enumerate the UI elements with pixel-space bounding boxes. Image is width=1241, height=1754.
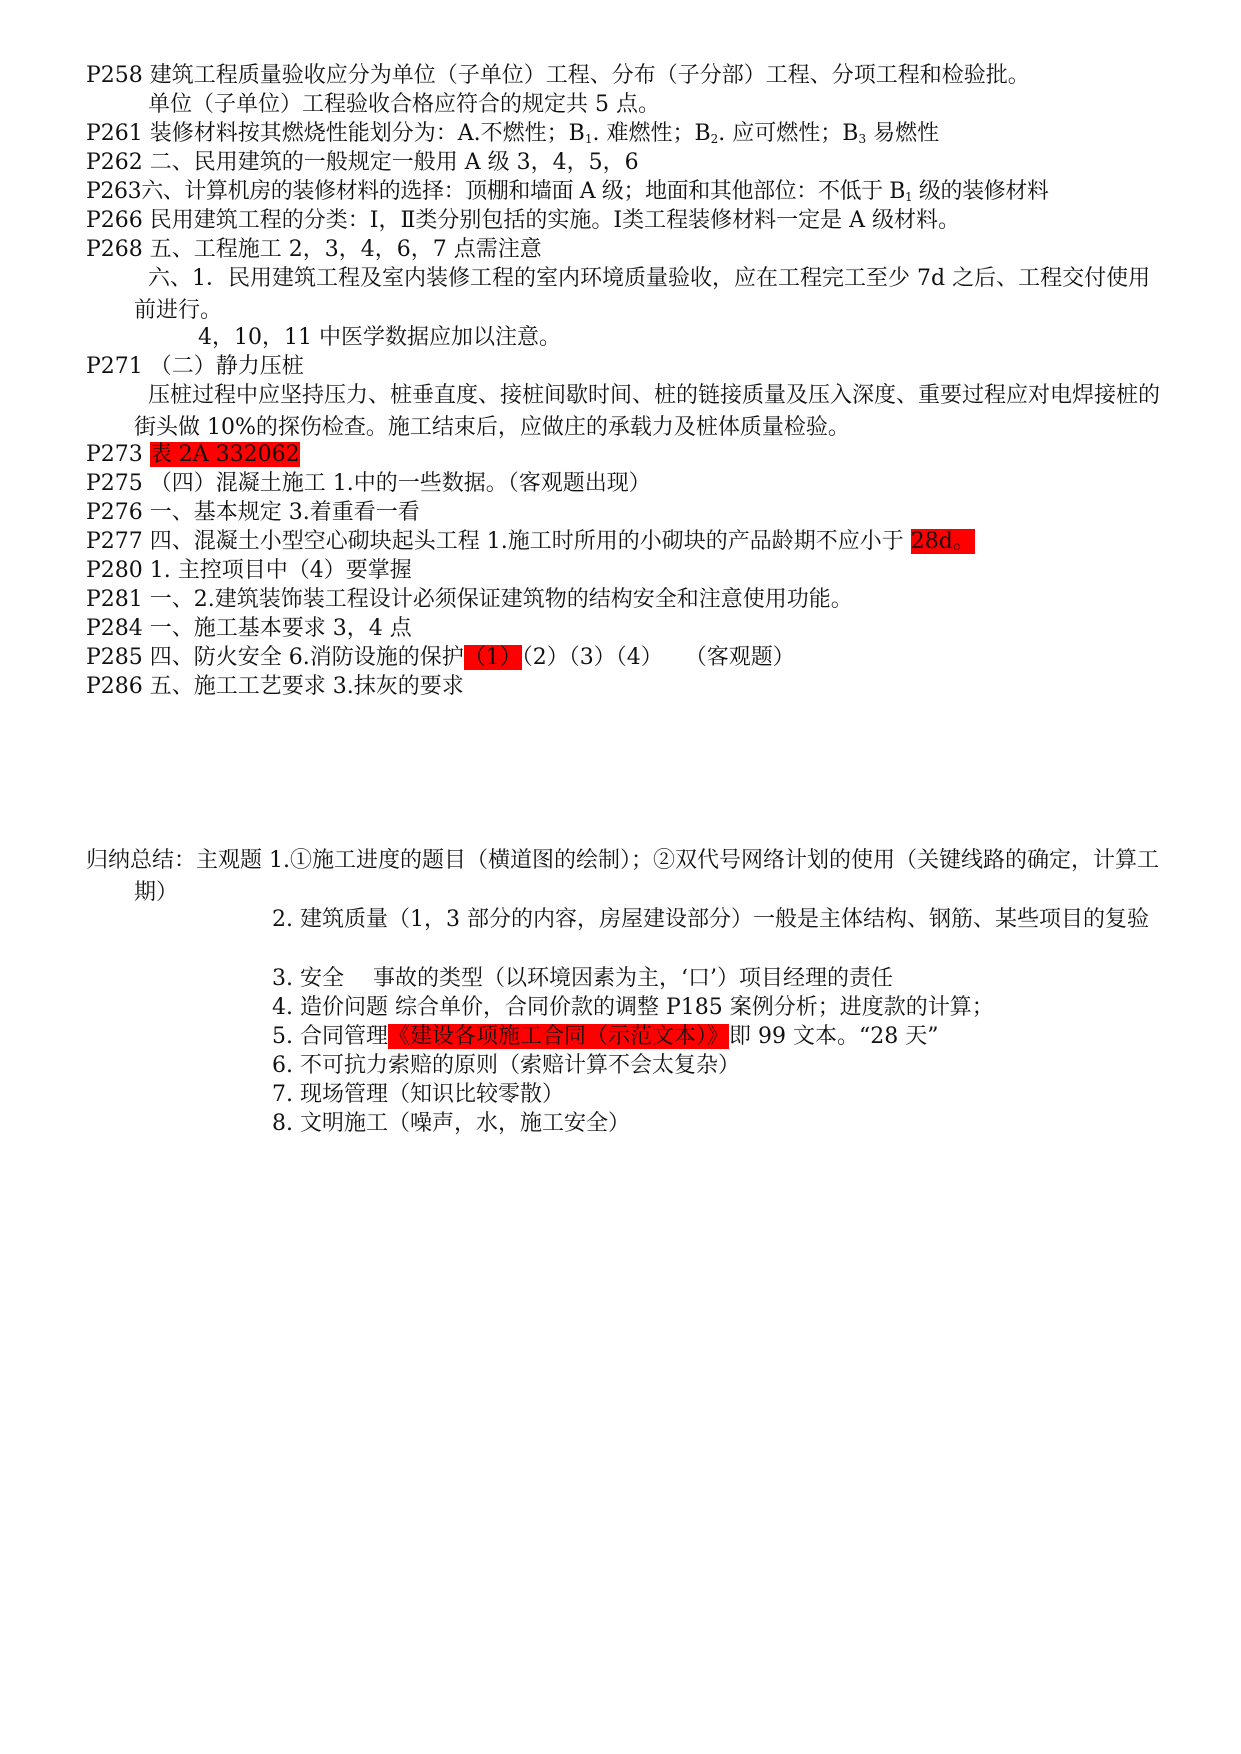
p268-note-line: 4，10，11 中医学数据应加以注意。 (198, 325, 561, 350)
p261-sub1: 1 (584, 132, 593, 146)
p261-text-a: P261 装修材料按其燃烧性能划分为：A.不燃性；B (86, 121, 585, 146)
summary-item-8: 8. 文明施工（噪声，水，施工安全） (272, 1111, 630, 1136)
p258-line: P258 建筑工程质量验收应分为单位（子单位）工程、分布（子分部）工程、分项工程和检验批。 (86, 63, 1030, 88)
p273-text: P273 (86, 442, 150, 467)
summary-item-3: 3. 安全 事故的类型（以环境因素为主，‘口’）项目经理的责任 (272, 966, 893, 991)
p271-paragraph: 压桩过程中应坚持压力、桩垂直度、接桩间歇时间、桩的链接质量及压入深度、重要过程应对电焊接桩的街头做 10%的探伤检查。施工结束后，应做庄的承载力及桩体质量检验。 (134, 383, 1161, 440)
p277-line (86, 526, 1171, 558)
p285-text-b: （2）（3）（4） （客观题） (521, 645, 795, 670)
summary-item-1: 归纳总结：主观题 1.①施工进度的题目（横道图的绘制）；②双代号网络计划的使用（关键线路的确定，计算工期） (86, 848, 1159, 905)
p258-note-line: 单位（子单位）工程验收合格应符合的规定共 5 点。 (148, 92, 660, 117)
p261-sub2: 2 (710, 132, 719, 146)
p285-line (86, 642, 1171, 674)
summary-item-6: 6. 不可抗力索赔的原则（索赔计算不会太复杂） (272, 1053, 740, 1078)
p263-sub: 1 (905, 190, 913, 204)
p266-line: P266 民用建筑工程的分类：Ⅰ，Ⅱ类分别包括的实施。Ⅰ类工程装修材料一定是 A 级材料。 (86, 208, 960, 233)
p268-line: P268 五、工程施工 2，3，4，6，7 点需注意 (86, 237, 542, 262)
p275-line: P275 （四）混凝土施工 1.中的一些数据。（客观题出现） (86, 471, 651, 496)
summary-item-5-highlight: 《建设各项施工合同（示范文本）》 (387, 1024, 729, 1049)
p286-line: P286 五、施工工艺要求 3.抹灰的要求 (86, 674, 464, 699)
p261-text-b: . 难燃性；B (592, 121, 711, 146)
p285-highlight: （1） (463, 645, 522, 670)
summary-item-7: 7. 现场管理（知识比较零散） (272, 1082, 564, 1107)
summary-item-5-text-a: 5. 合同管理 (272, 1024, 388, 1049)
p273-line (86, 439, 1171, 471)
p276-line: P276 一、基本规定 3.着重看一看 (86, 500, 420, 525)
p268-item6-line: 六、1．民用建筑工程及室内装修工程的室内环境质量验收，应在工程完工至少 7d 之后、工程交付使用前进行。 (134, 266, 1151, 323)
summary-item-5 (272, 1021, 1171, 1053)
p261-sub3: 3 (858, 132, 867, 146)
p277-text: P277 四、混凝土小型空心砌块起头工程 1.施工时所用的小砌块的产品龄期不应小于 (86, 529, 911, 554)
p280-line: P280 1. 主控项目中（4）要掌握 (86, 558, 412, 583)
p273-highlight: 表 2A 332062 (149, 442, 300, 467)
p285-text-a: P285 四、防火安全 6.消防设施的保护 (86, 645, 464, 670)
p261-text-c: . 应可燃性；B (718, 121, 859, 146)
p277-highlight: 28d。 (910, 529, 975, 554)
p284-line: P284 一、施工基本要求 3，4 点 (86, 616, 412, 641)
p263-text-a: P263六、计算机房的装修材料的选择：顶棚和墙面 A 级；地面和其他部位：不低于 B (86, 179, 906, 204)
p263-text-b: 级的装修材料 (912, 179, 1049, 204)
summary-item-4: 4. 造价问题 综合单价，合同价款的调整 P185 案例分析；进度款的计算； (272, 995, 994, 1020)
p262-line: P262 二、民用建筑的一般规定一般用 A 级 3，4，5，6 (86, 150, 639, 175)
p261-text-d: 易燃性 (866, 121, 940, 146)
summary-item-2: 2. 建筑质量（1，3 部分的内容，房屋建设部分）一般是主体结构、钢筋、某些项目的复验 (272, 907, 1149, 932)
p271-line: P271 （二）静力压桩 (86, 354, 304, 379)
p281-line: P281 一、2.建筑装饰装工程设计必须保证建筑物的结构安全和注意使用功能。 (86, 587, 853, 612)
summary-item-5-text-b: 即 99 文本。“28 天” (729, 1024, 939, 1049)
